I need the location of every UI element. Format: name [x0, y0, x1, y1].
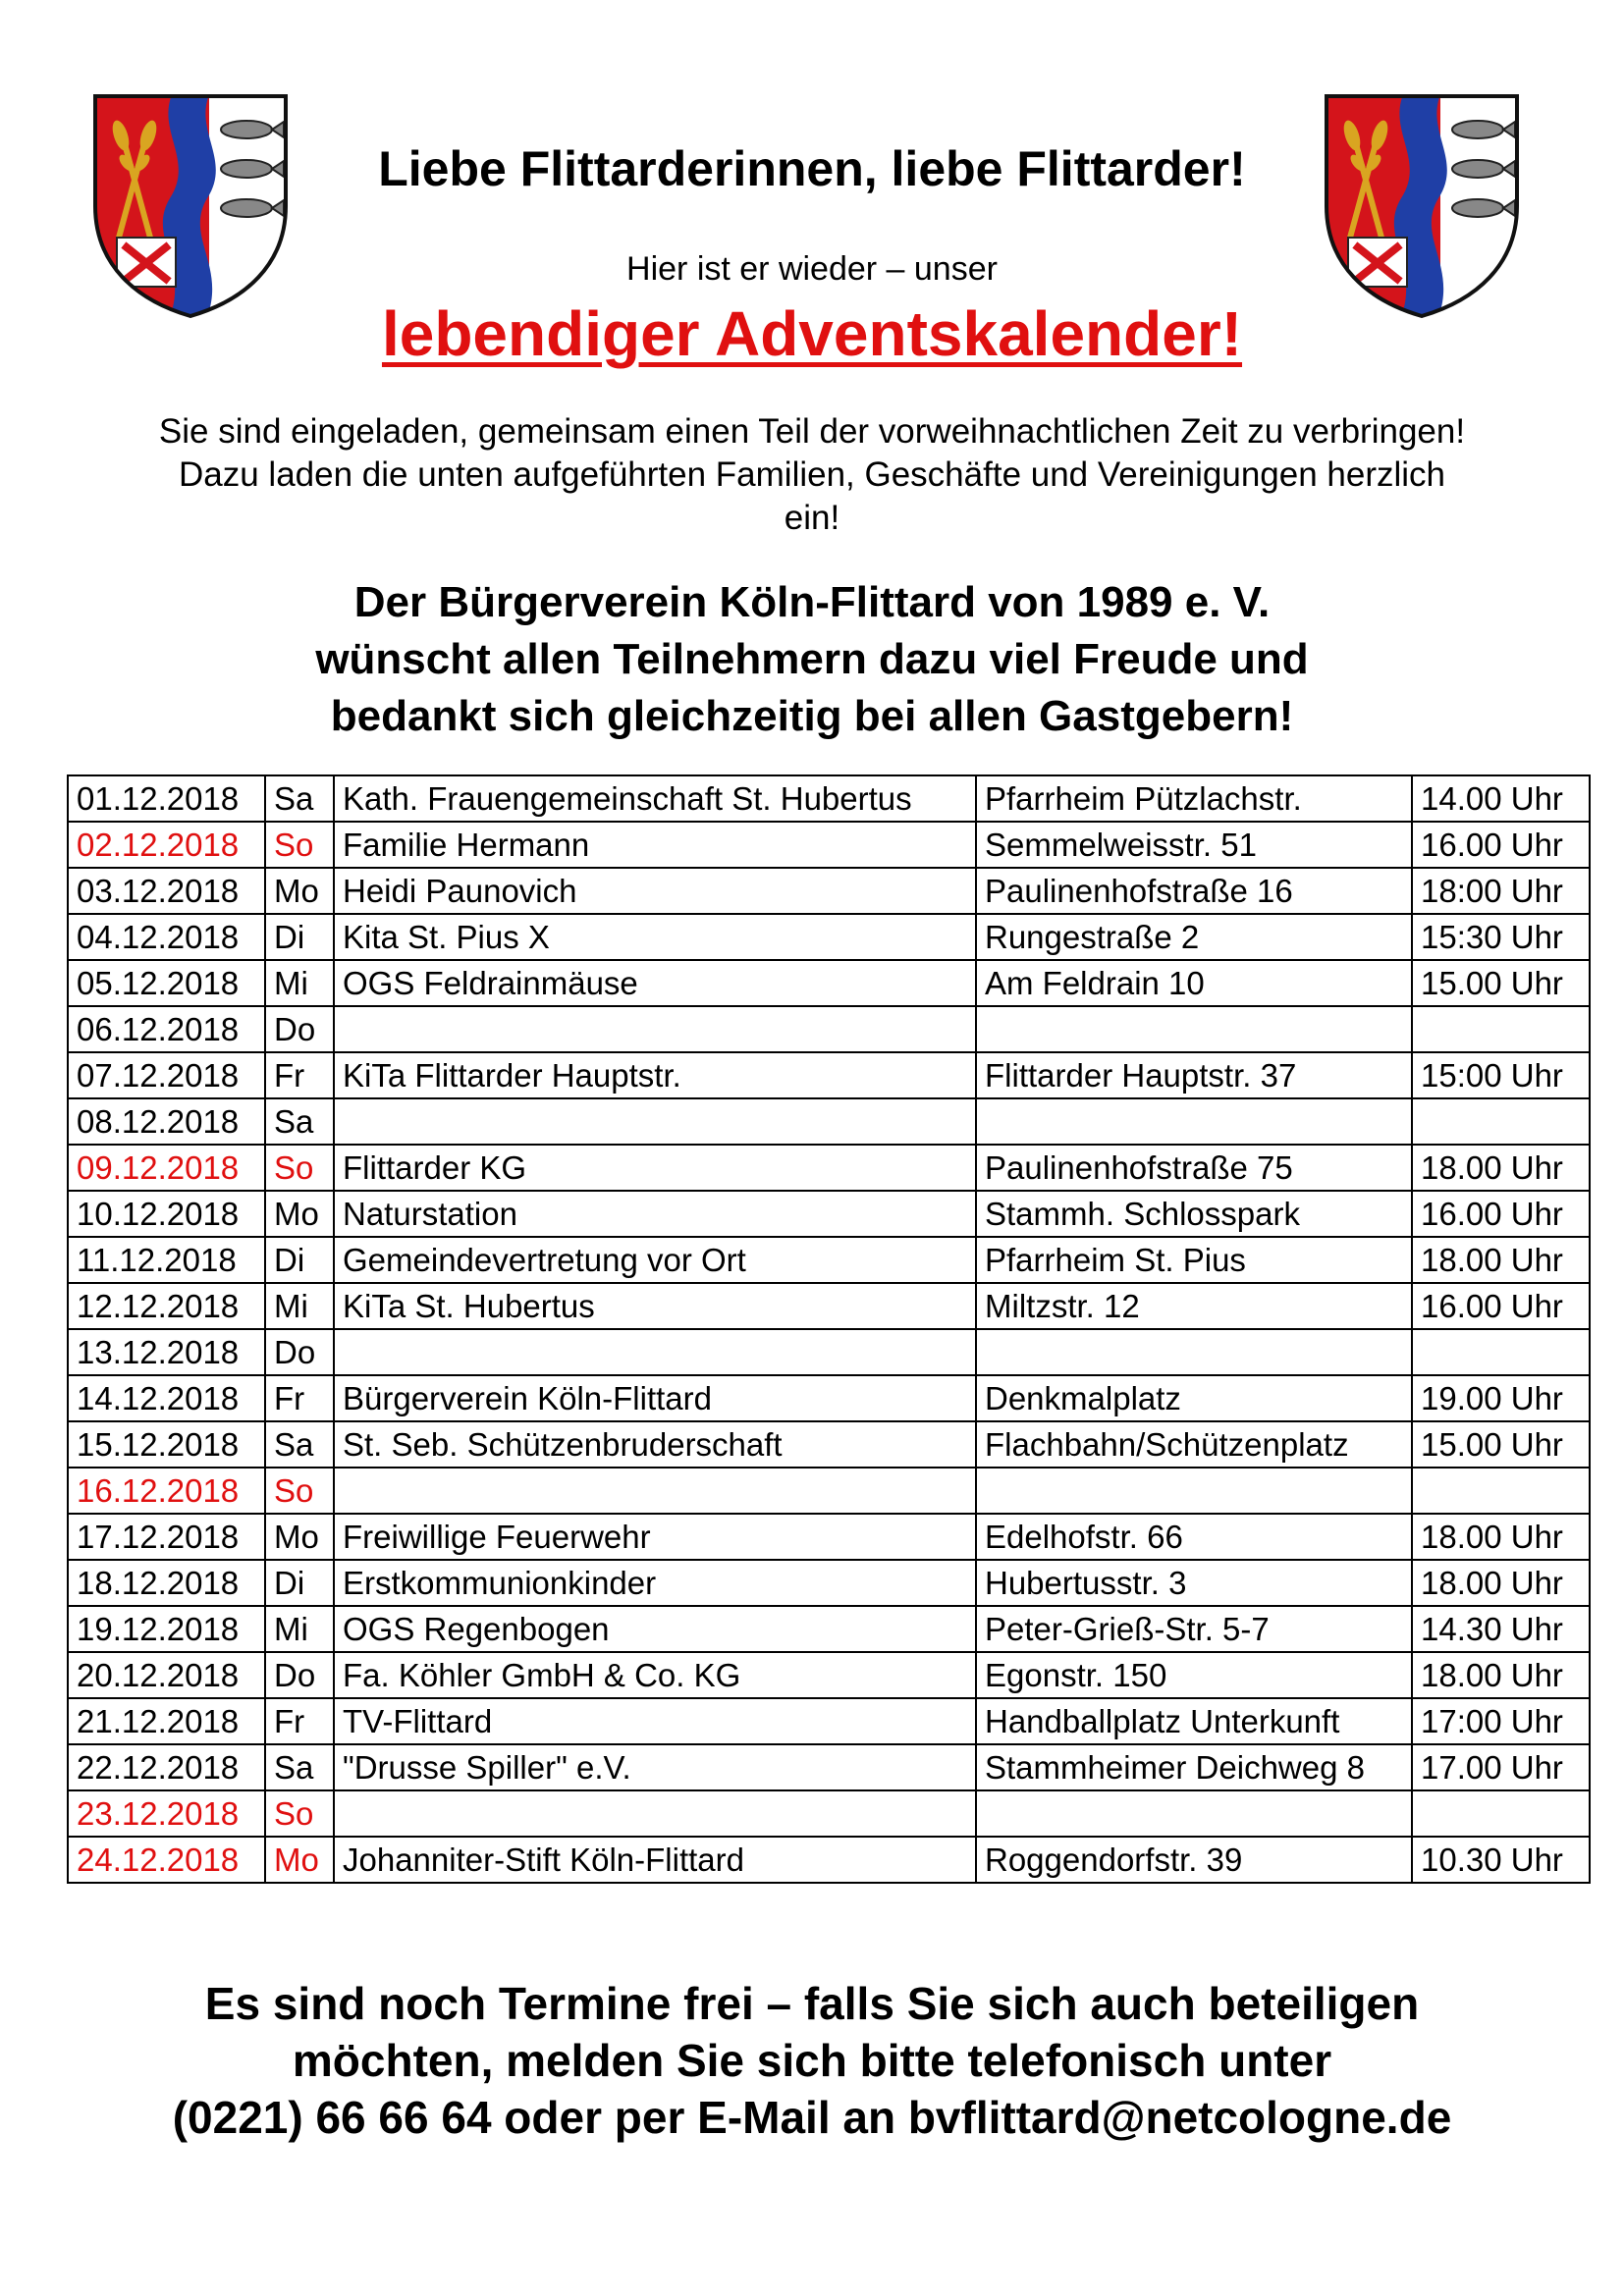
cell-host: Flittarder KG	[334, 1145, 976, 1191]
cell-day: Sa	[265, 1098, 334, 1145]
table-row	[68, 1098, 1590, 1145]
table-row	[68, 1514, 1590, 1560]
cell-host	[334, 1790, 976, 1837]
footer-line-1: Es sind noch Termine frei – falls Sie sich auch beteiligen	[204, 1978, 1420, 2029]
headline: lebendiger Adventskalender!	[381, 298, 1243, 369]
cell-time: 18.00 Uhr	[1412, 1652, 1590, 1698]
cell-date: 02.12.2018	[68, 822, 265, 868]
club-message	[69, 574, 1555, 745]
cell-place	[976, 1468, 1412, 1514]
cell-day: So	[265, 1145, 334, 1191]
cell-time: 17:00 Uhr	[1412, 1698, 1590, 1744]
table-row	[68, 1468, 1590, 1514]
cell-day: Fr	[265, 1375, 334, 1421]
cell-place: Stammheimer Deichweg 8	[976, 1744, 1412, 1790]
table-row	[68, 1837, 1590, 1883]
table-row	[68, 1560, 1590, 1606]
cell-host: St. Seb. Schützenbruderschaft	[334, 1421, 976, 1468]
cell-place	[976, 1006, 1412, 1052]
table-row	[68, 1283, 1590, 1329]
table-row	[68, 1421, 1590, 1468]
table-row	[68, 822, 1590, 868]
cell-host: Familie Hermann	[334, 822, 976, 868]
footer-line-2: möchten, melden Sie sich bitte telefonisch unter	[292, 2035, 1332, 2086]
cell-host: TV-Flittard	[334, 1698, 976, 1744]
cell-day: Mi	[265, 960, 334, 1006]
table-row	[68, 1606, 1590, 1652]
club-line-1: Der Bürgerverein Köln-Flittard von 1989 e. V.	[353, 578, 1271, 626]
calendar-body	[68, 775, 1590, 1883]
cell-date: 12.12.2018	[68, 1283, 265, 1329]
cell-day: So	[265, 1468, 334, 1514]
cell-date: 22.12.2018	[68, 1744, 265, 1790]
invitation-line-2: Dazu laden die unten aufgeführten Familien, Geschäfte und Vereinigungen herzlich	[178, 455, 1446, 494]
cell-place: Rungestraße 2	[976, 914, 1412, 960]
cell-host	[334, 1098, 976, 1145]
cell-time: 14.30 Uhr	[1412, 1606, 1590, 1652]
table-row	[68, 960, 1590, 1006]
cell-day: Mo	[265, 1514, 334, 1560]
cell-place: Pfarrheim Pützlachstr.	[976, 775, 1412, 822]
cell-place: Denkmalplatz	[976, 1375, 1412, 1421]
table-row	[68, 775, 1590, 822]
cell-host	[334, 1006, 976, 1052]
cell-date: 10.12.2018	[68, 1191, 265, 1237]
cell-day: Mo	[265, 868, 334, 914]
greeting-heading: Liebe Flittarderinnen, liebe Flittarder!	[378, 141, 1246, 196]
cell-day: Mo	[265, 1191, 334, 1237]
cell-day: So	[265, 1790, 334, 1837]
cell-date: 23.12.2018	[68, 1790, 265, 1837]
table-row	[68, 914, 1590, 960]
table-row	[68, 1744, 1590, 1790]
cell-day: Do	[265, 1329, 334, 1375]
cell-time: 15.00 Uhr	[1412, 960, 1590, 1006]
cell-time: 18.00 Uhr	[1412, 1560, 1590, 1606]
cell-date: 06.12.2018	[68, 1006, 265, 1052]
cell-host	[334, 1468, 976, 1514]
cell-time: 10.30 Uhr	[1412, 1837, 1590, 1883]
cell-date: 14.12.2018	[68, 1375, 265, 1421]
cell-host: Kath. Frauengemeinschaft St. Hubertus	[334, 775, 976, 822]
table-row	[68, 1052, 1590, 1098]
cell-place: Roggendorfstr. 39	[976, 1837, 1412, 1883]
cell-host: Bürgerverein Köln-Flittard	[334, 1375, 976, 1421]
cell-time: 18.00 Uhr	[1412, 1145, 1590, 1191]
table-row	[68, 1698, 1590, 1744]
cell-time: 16.00 Uhr	[1412, 822, 1590, 868]
table-row	[68, 1145, 1590, 1191]
cell-place: Edelhofstr. 66	[976, 1514, 1412, 1560]
cell-date: 09.12.2018	[68, 1145, 265, 1191]
cell-time	[1412, 1006, 1590, 1052]
cell-date: 17.12.2018	[68, 1514, 265, 1560]
cell-place: Pfarrheim St. Pius	[976, 1237, 1412, 1283]
cell-date: 08.12.2018	[68, 1098, 265, 1145]
cell-day: Mi	[265, 1606, 334, 1652]
invitation-line-3: ein!	[784, 499, 840, 537]
cell-date: 16.12.2018	[68, 1468, 265, 1514]
cell-host: Johanniter-Stift Köln-Flittard	[334, 1837, 976, 1883]
cell-day: Mo	[265, 1837, 334, 1883]
cell-time: 15:00 Uhr	[1412, 1052, 1590, 1098]
cell-place: Semmelweisstr. 51	[976, 822, 1412, 868]
cell-date: 05.12.2018	[68, 960, 265, 1006]
cell-time: 18:00 Uhr	[1412, 868, 1590, 914]
cell-day: Fr	[265, 1052, 334, 1098]
cell-date: 01.12.2018	[68, 775, 265, 822]
cell-host: Gemeindevertretung vor Ort	[334, 1237, 976, 1283]
table-row	[68, 868, 1590, 914]
table-row	[68, 1790, 1590, 1837]
cell-place: Miltzstr. 12	[976, 1283, 1412, 1329]
cell-time	[1412, 1468, 1590, 1514]
cell-date: 04.12.2018	[68, 914, 265, 960]
cell-date: 18.12.2018	[68, 1560, 265, 1606]
cell-place	[976, 1098, 1412, 1145]
cell-place: Egonstr. 150	[976, 1652, 1412, 1698]
cell-day: Sa	[265, 1744, 334, 1790]
cell-time: 18.00 Uhr	[1412, 1237, 1590, 1283]
cell-host: "Drusse Spiller" e.V.	[334, 1744, 976, 1790]
cell-host: OGS Regenbogen	[334, 1606, 976, 1652]
cell-time: 16.00 Uhr	[1412, 1283, 1590, 1329]
club-line-3: bedankt sich gleichzeitig bei allen Gastgebern!	[330, 692, 1294, 740]
invitation-line-1: Sie sind eingeladen, gemeinsam einen Teil der vorweihnachtlichen Zeit zu verbringen!	[158, 412, 1466, 451]
cell-place	[976, 1329, 1412, 1375]
cell-day: Do	[265, 1652, 334, 1698]
cell-time: 15:30 Uhr	[1412, 914, 1590, 960]
cell-place	[976, 1790, 1412, 1837]
club-line-2: wünscht allen Teilnehmern dazu viel Freude und	[315, 635, 1309, 683]
cell-host: Heidi Paunovich	[334, 868, 976, 914]
subline: Hier ist er wieder – unser	[626, 250, 998, 288]
cell-host: Freiwillige Feuerwehr	[334, 1514, 976, 1560]
cell-day: Mi	[265, 1283, 334, 1329]
cell-place: Am Feldrain 10	[976, 960, 1412, 1006]
cell-host: KiTa Flittarder Hauptstr.	[334, 1052, 976, 1098]
cell-time: 18.00 Uhr	[1412, 1514, 1590, 1560]
table-row	[68, 1652, 1590, 1698]
cell-host: Fa. Köhler GmbH & Co. KG	[334, 1652, 976, 1698]
cell-time: 15.00 Uhr	[1412, 1421, 1590, 1468]
cell-date: 03.12.2018	[68, 868, 265, 914]
table-row	[68, 1375, 1590, 1421]
table-row	[68, 1237, 1590, 1283]
footer-note	[59, 1975, 1565, 2146]
cell-time: 16.00 Uhr	[1412, 1191, 1590, 1237]
cell-host	[334, 1329, 976, 1375]
invitation-text	[69, 410, 1555, 540]
cell-time	[1412, 1098, 1590, 1145]
cell-date: 07.12.2018	[68, 1052, 265, 1098]
cell-date: 21.12.2018	[68, 1698, 265, 1744]
cell-day: Di	[265, 914, 334, 960]
cell-host: OGS Feldrainmäuse	[334, 960, 976, 1006]
cell-date: 15.12.2018	[68, 1421, 265, 1468]
cell-place: Paulinenhofstraße 75	[976, 1145, 1412, 1191]
cell-day: Sa	[265, 775, 334, 822]
table-row	[68, 1329, 1590, 1375]
cell-date: 24.12.2018	[68, 1837, 265, 1883]
cell-day: Sa	[265, 1421, 334, 1468]
cell-place: Flachbahn/Schützenplatz	[976, 1421, 1412, 1468]
advent-calendar-table	[67, 774, 1591, 1884]
cell-day: Fr	[265, 1698, 334, 1744]
cell-date: 20.12.2018	[68, 1652, 265, 1698]
cell-place: Paulinenhofstraße 16	[976, 868, 1412, 914]
table-row	[68, 1006, 1590, 1052]
cell-host: Naturstation	[334, 1191, 976, 1237]
cell-day: Di	[265, 1237, 334, 1283]
table-row	[68, 1191, 1590, 1237]
cell-host: Kita St. Pius X	[334, 914, 976, 960]
cell-day: So	[265, 822, 334, 868]
cell-place: Stammh. Schlosspark	[976, 1191, 1412, 1237]
cell-date: 13.12.2018	[68, 1329, 265, 1375]
cell-day: Do	[265, 1006, 334, 1052]
cell-date: 11.12.2018	[68, 1237, 265, 1283]
cell-host: Erstkommunionkinder	[334, 1560, 976, 1606]
cell-date: 19.12.2018	[68, 1606, 265, 1652]
cell-time	[1412, 1790, 1590, 1837]
cell-time: 19.00 Uhr	[1412, 1375, 1590, 1421]
cell-time: 17.00 Uhr	[1412, 1744, 1590, 1790]
cell-time	[1412, 1329, 1590, 1375]
footer-line-3: (0221) 66 66 64 oder per E-Mail an bvflittard@netcologne.de	[172, 2092, 1452, 2143]
cell-host: KiTa St. Hubertus	[334, 1283, 976, 1329]
cell-place: Peter-Grieß-Str. 5-7	[976, 1606, 1412, 1652]
cell-day: Di	[265, 1560, 334, 1606]
cell-place: Flittarder Hauptstr. 37	[976, 1052, 1412, 1098]
cell-place: Handballplatz Unterkunft	[976, 1698, 1412, 1744]
cell-time: 14.00 Uhr	[1412, 775, 1590, 822]
cell-place: Hubertusstr. 3	[976, 1560, 1412, 1606]
